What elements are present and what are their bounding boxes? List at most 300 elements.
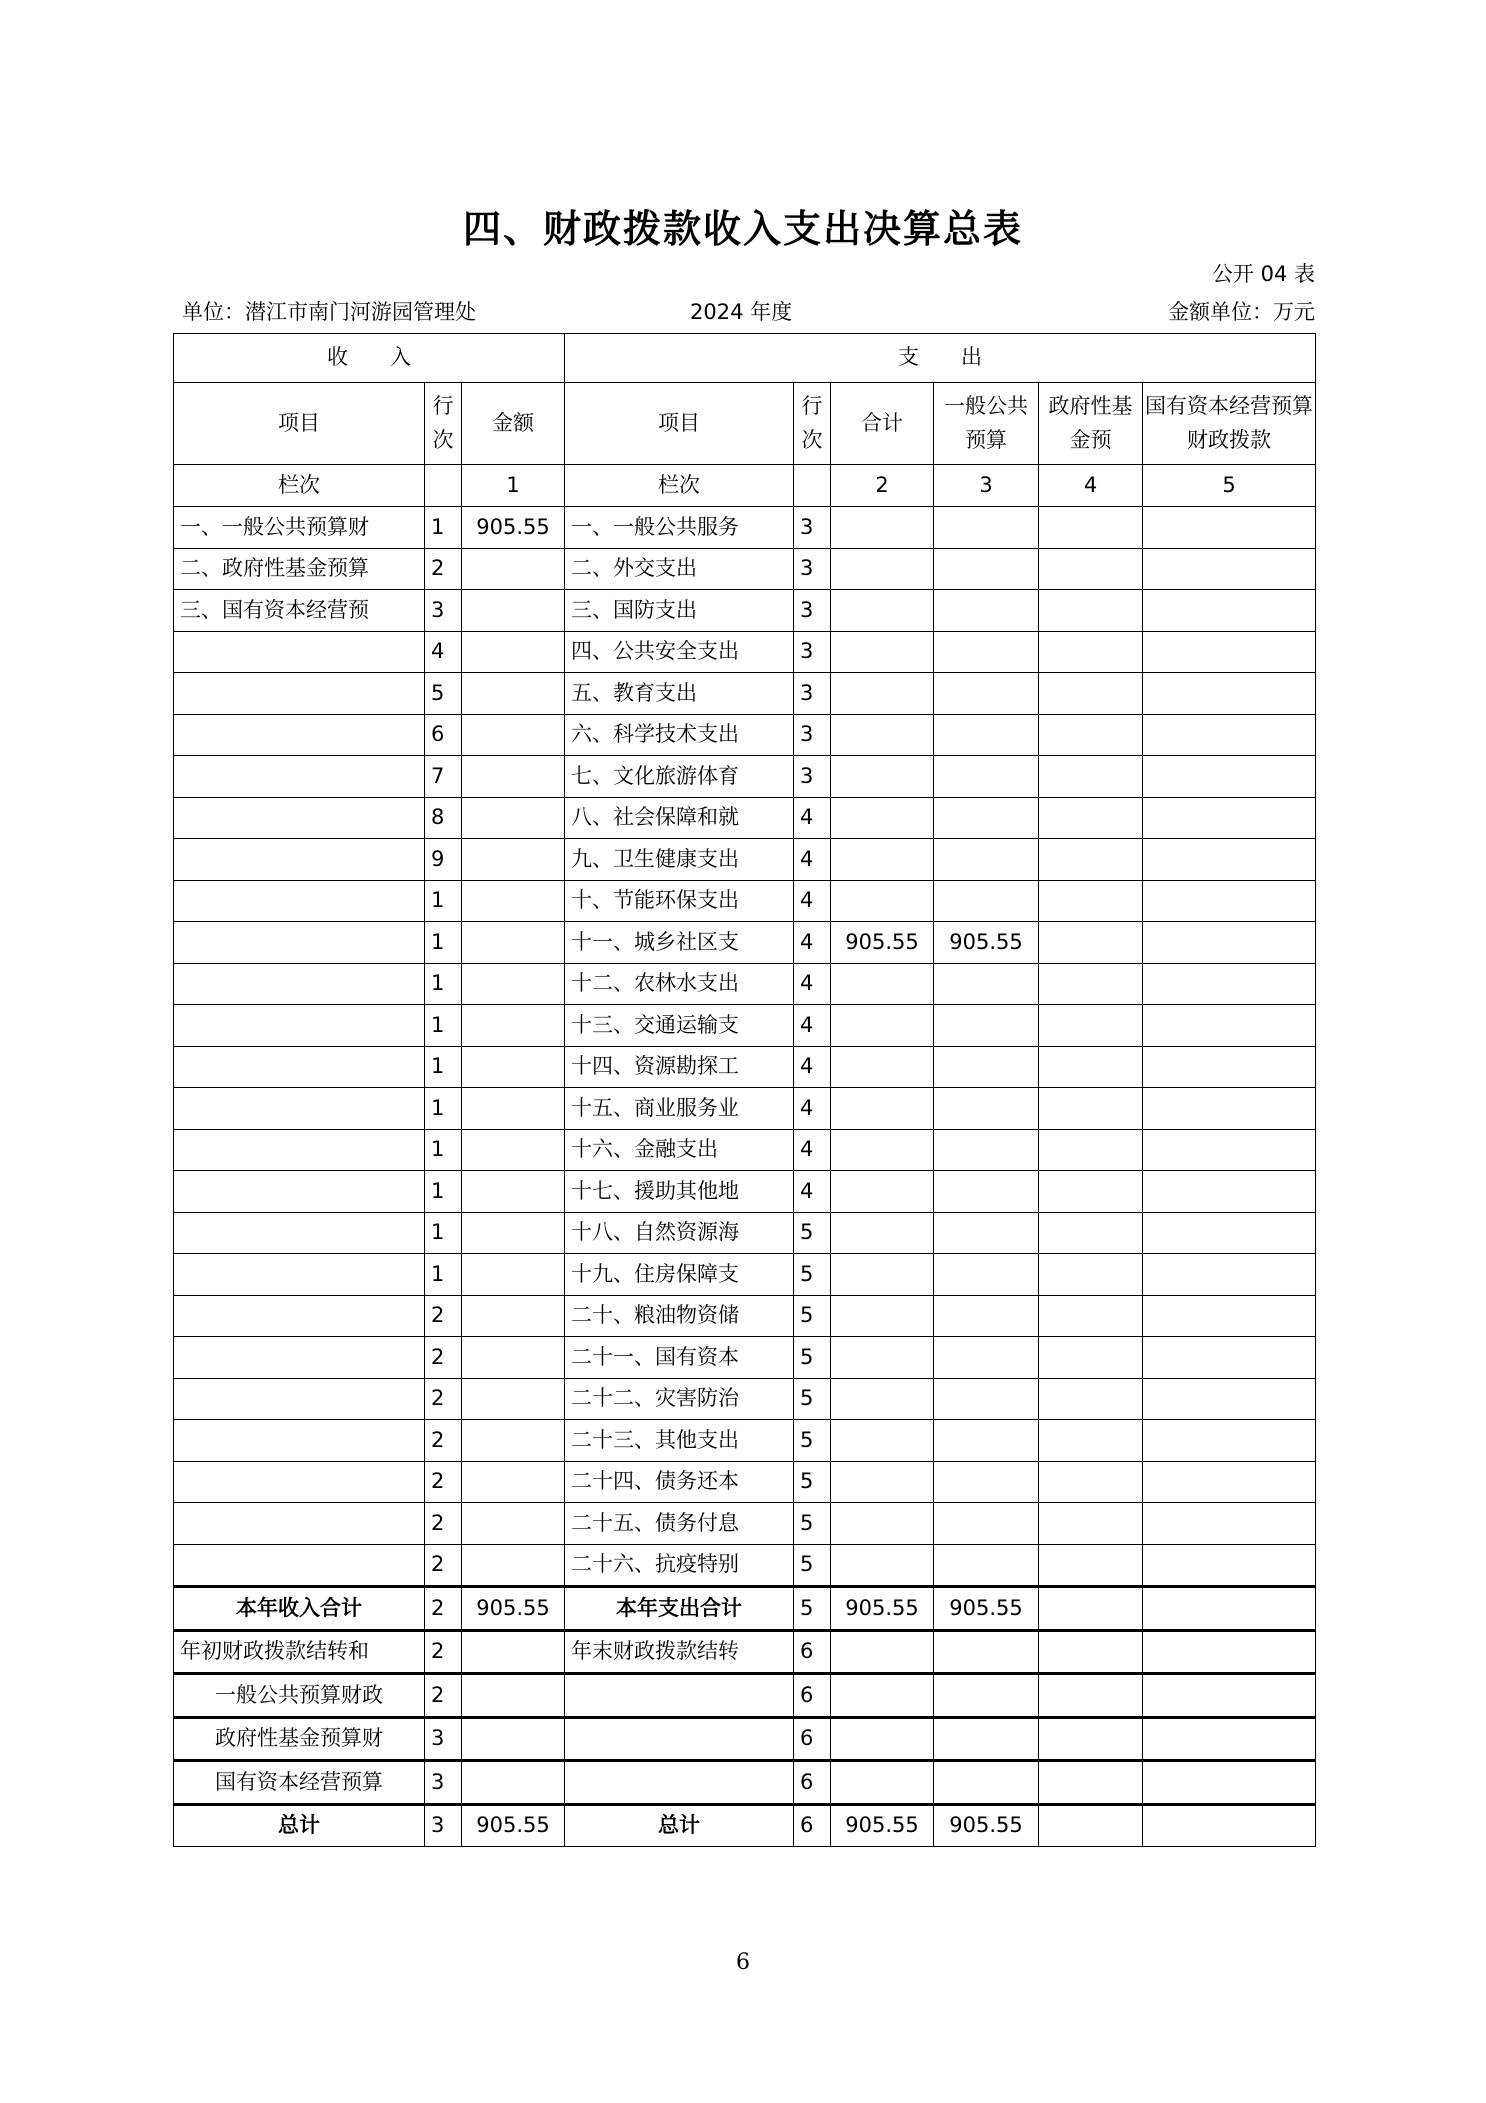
state-capital-amount	[1143, 1046, 1316, 1088]
general-budget-amount: 905.55	[934, 922, 1039, 964]
income-row-no: 7	[425, 756, 462, 798]
expense-row-no: 5	[794, 1295, 831, 1337]
gov-fund-amount	[1039, 631, 1143, 673]
expense-item: 十六、金融支出	[565, 1129, 794, 1171]
expense-item: 九、卫生健康支出	[565, 839, 794, 881]
income-amount	[462, 1088, 565, 1130]
general-budget-amount	[934, 1503, 1039, 1545]
income-item: 一般公共预算财政	[174, 1674, 425, 1718]
col-number: 5	[1143, 465, 1316, 507]
income-item	[174, 1254, 425, 1296]
expense-item: 五、教育支出	[565, 673, 794, 715]
income-amount	[462, 1295, 565, 1337]
state-capital-amount	[1143, 797, 1316, 839]
gov-fund-amount	[1039, 1295, 1143, 1337]
income-item	[174, 714, 425, 756]
total-amount: 905.55	[831, 1587, 934, 1631]
income-item	[174, 1461, 425, 1503]
header-row-columns	[174, 383, 1316, 465]
expense-header: 支 出	[565, 334, 1316, 383]
income-item: 二、政府性基金预算	[174, 548, 425, 590]
income-row-no: 2	[425, 1630, 462, 1674]
income-item	[174, 1295, 425, 1337]
income-item	[174, 922, 425, 964]
gov-fund-amount	[1039, 756, 1143, 798]
income-row-no: 1	[425, 507, 462, 549]
table-row	[174, 1461, 1316, 1503]
income-row-no: 9	[425, 839, 462, 881]
income-amount	[462, 963, 565, 1005]
income-amount	[462, 1503, 565, 1545]
expense-item: 二十、粮油物资储	[565, 1295, 794, 1337]
income-item	[174, 1171, 425, 1213]
state-capital-amount	[1143, 631, 1316, 673]
total-amount	[831, 1761, 934, 1805]
gov-fund-amount	[1039, 1761, 1143, 1805]
state-capital-amount	[1143, 1088, 1316, 1130]
income-item	[174, 880, 425, 922]
income-item	[174, 1088, 425, 1130]
general-budget-amount	[934, 1674, 1039, 1718]
col-label: 栏次	[174, 465, 425, 507]
income-row-no: 2	[425, 1674, 462, 1718]
income-item	[174, 1212, 425, 1254]
income-item: 本年收入合计	[174, 1587, 425, 1631]
table-row	[174, 1046, 1316, 1088]
state-capital-amount	[1143, 673, 1316, 715]
total-amount: 905.55	[831, 922, 934, 964]
income-amount	[462, 1171, 565, 1213]
expense-item: 六、科学技术支出	[565, 714, 794, 756]
income-amount	[462, 1420, 565, 1462]
expense-row-no: 4	[794, 797, 831, 839]
total-amount	[831, 1295, 934, 1337]
income-row-no: 1	[425, 963, 462, 1005]
general-budget-amount: 905.55	[934, 1804, 1039, 1847]
gov-fund-amount	[1039, 1804, 1143, 1847]
income-amount	[462, 839, 565, 881]
page-number: 6	[736, 1950, 750, 1975]
state-capital-amount	[1143, 880, 1316, 922]
gov-fund-amount	[1039, 507, 1143, 549]
header-row-sections	[174, 334, 1316, 383]
expense-row-no: 4	[794, 1129, 831, 1171]
income-item	[174, 1129, 425, 1171]
general-budget-amount	[934, 714, 1039, 756]
state-capital-amount	[1143, 1503, 1316, 1545]
income-row-no: 1	[425, 1254, 462, 1296]
total-amount	[831, 673, 934, 715]
income-item-header: 项目	[174, 383, 425, 465]
expense-row-no: 4	[794, 839, 831, 881]
table-row	[174, 1587, 1316, 1631]
table-row	[174, 1254, 1316, 1296]
total-amount	[831, 631, 934, 673]
empty-cell	[425, 465, 462, 507]
total-amount	[831, 548, 934, 590]
general-budget-amount	[934, 1129, 1039, 1171]
state-capital-amount	[1143, 922, 1316, 964]
total-amount	[831, 1674, 934, 1718]
expense-row-no: 4	[794, 963, 831, 1005]
income-amount: 905.55	[462, 507, 565, 549]
state-capital-amount	[1143, 1212, 1316, 1254]
total-amount	[831, 1254, 934, 1296]
expense-row-no: 5	[794, 1503, 831, 1545]
page-title: 四、财政拨款收入支出决算总表	[462, 207, 1023, 251]
income-amount	[462, 548, 565, 590]
expense-row-no: 6	[794, 1630, 831, 1674]
state-capital-amount	[1143, 1129, 1316, 1171]
state-capital-amount	[1143, 1337, 1316, 1379]
gov-fund-amount	[1039, 1254, 1143, 1296]
gov-fund-amount	[1039, 839, 1143, 881]
total-amount	[831, 880, 934, 922]
state-capital-amount	[1143, 1005, 1316, 1047]
general-budget-amount	[934, 1212, 1039, 1254]
general-budget-header: 一般公共预算	[934, 383, 1039, 465]
income-item: 总计	[174, 1804, 425, 1847]
total-amount	[831, 1630, 934, 1674]
income-item	[174, 963, 425, 1005]
income-amount-header: 金额	[462, 383, 565, 465]
col-number: 4	[1039, 465, 1143, 507]
expense-row-no: 4	[794, 880, 831, 922]
table-row	[174, 1171, 1316, 1213]
expense-row-no: 6	[794, 1674, 831, 1718]
table-row	[174, 507, 1316, 549]
table-row	[174, 1337, 1316, 1379]
state-capital-amount	[1143, 1544, 1316, 1587]
table-row	[174, 548, 1316, 590]
income-amount	[462, 797, 565, 839]
income-row-no: 2	[425, 1378, 462, 1420]
general-budget-amount	[934, 1088, 1039, 1130]
budget-table	[173, 333, 1316, 1847]
income-item	[174, 1544, 425, 1587]
state-capital-amount	[1143, 1171, 1316, 1213]
income-amount	[462, 756, 565, 798]
expense-item: 二十一、国有资本	[565, 1337, 794, 1379]
gov-fund-amount	[1039, 880, 1143, 922]
total-amount	[831, 1337, 934, 1379]
expense-row-no: 5	[794, 1461, 831, 1503]
state-capital-amount	[1143, 963, 1316, 1005]
unit-name: 单位：潜江市南门河游园管理处	[182, 300, 476, 324]
total-amount	[831, 1046, 934, 1088]
general-budget-amount	[934, 1046, 1039, 1088]
table-row	[174, 1088, 1316, 1130]
expense-item: 十三、交通运输支	[565, 1005, 794, 1047]
total-amount	[831, 1088, 934, 1130]
expense-row-no: 4	[794, 1046, 831, 1088]
income-amount	[462, 1461, 565, 1503]
income-row-no: 1	[425, 1212, 462, 1254]
income-row-no-header: 行次	[425, 383, 462, 465]
income-amount	[462, 880, 565, 922]
income-item: 政府性基金预算财	[174, 1717, 425, 1761]
state-capital-header: 国有资本经营预算财政拨款	[1143, 383, 1316, 465]
income-item	[174, 1420, 425, 1462]
income-amount	[462, 1544, 565, 1587]
general-budget-amount	[934, 797, 1039, 839]
general-budget-amount	[934, 507, 1039, 549]
form-code: 公开 04 表	[1211, 262, 1315, 286]
income-amount	[462, 1717, 565, 1761]
income-amount	[462, 1129, 565, 1171]
general-budget-amount	[934, 1171, 1039, 1213]
gov-fund-amount	[1039, 1630, 1143, 1674]
expense-item: 二十二、灾害防治	[565, 1378, 794, 1420]
income-row-no: 2	[425, 1461, 462, 1503]
income-row-no: 1	[425, 1005, 462, 1047]
general-budget-amount	[934, 1005, 1039, 1047]
income-row-no: 2	[425, 1503, 462, 1545]
expense-row-no: 3	[794, 756, 831, 798]
expense-item	[565, 1674, 794, 1718]
table-row	[174, 1212, 1316, 1254]
income-row-no: 3	[425, 1761, 462, 1805]
income-item	[174, 839, 425, 881]
state-capital-amount	[1143, 1804, 1316, 1847]
general-budget-amount	[934, 673, 1039, 715]
total-amount	[831, 1717, 934, 1761]
total-amount	[831, 1461, 934, 1503]
expense-item-header: 项目	[565, 383, 794, 465]
table-row	[174, 714, 1316, 756]
state-capital-amount	[1143, 1630, 1316, 1674]
state-capital-amount	[1143, 714, 1316, 756]
general-budget-amount	[934, 1378, 1039, 1420]
expense-item	[565, 1761, 794, 1805]
state-capital-amount	[1143, 1254, 1316, 1296]
income-row-no: 2	[425, 548, 462, 590]
state-capital-amount	[1143, 1461, 1316, 1503]
expense-row-no: 4	[794, 1005, 831, 1047]
income-row-no: 6	[425, 714, 462, 756]
expense-item: 十四、资源勘探工	[565, 1046, 794, 1088]
table-row	[174, 1129, 1316, 1171]
expense-row-no: 6	[794, 1804, 831, 1847]
general-budget-amount: 905.55	[934, 1587, 1039, 1631]
column-number-row	[174, 465, 1316, 507]
income-amount: 905.55	[462, 1587, 565, 1631]
income-item: 年初财政拨款结转和	[174, 1630, 425, 1674]
table-row	[174, 880, 1316, 922]
income-item	[174, 797, 425, 839]
gov-fund-amount	[1039, 1005, 1143, 1047]
general-budget-amount	[934, 1420, 1039, 1462]
total-amount	[831, 963, 934, 1005]
col-number: 2	[831, 465, 934, 507]
income-amount: 905.55	[462, 1804, 565, 1847]
state-capital-amount	[1143, 1674, 1316, 1718]
table-row	[174, 590, 1316, 632]
expense-item: 十九、住房保障支	[565, 1254, 794, 1296]
expense-item: 二十五、债务付息	[565, 1503, 794, 1545]
table-row	[174, 756, 1316, 798]
income-item: 国有资本经营预算	[174, 1761, 425, 1805]
income-amount	[462, 1254, 565, 1296]
table-row	[174, 1005, 1316, 1047]
general-budget-amount	[934, 1461, 1039, 1503]
income-amount	[462, 1630, 565, 1674]
income-row-no: 3	[425, 590, 462, 632]
general-budget-amount	[934, 1337, 1039, 1379]
expense-item: 十八、自然资源海	[565, 1212, 794, 1254]
state-capital-amount	[1143, 1420, 1316, 1462]
income-item	[174, 1046, 425, 1088]
gov-fund-amount	[1039, 673, 1143, 715]
state-capital-amount	[1143, 1295, 1316, 1337]
expense-row-no: 3	[794, 507, 831, 549]
income-item	[174, 756, 425, 798]
expense-row-no: 5	[794, 1544, 831, 1587]
total-amount	[831, 797, 934, 839]
total-amount	[831, 507, 934, 549]
general-budget-amount	[934, 1761, 1039, 1805]
income-amount	[462, 590, 565, 632]
total-amount	[831, 1171, 934, 1213]
gov-fund-amount	[1039, 1461, 1143, 1503]
gov-fund-amount	[1039, 1717, 1143, 1761]
income-row-no: 1	[425, 880, 462, 922]
total-amount	[831, 756, 934, 798]
table-row	[174, 839, 1316, 881]
col-number: 1	[462, 465, 565, 507]
expense-row-no: 4	[794, 922, 831, 964]
state-capital-amount	[1143, 548, 1316, 590]
expense-item: 十五、商业服务业	[565, 1088, 794, 1130]
table-row	[174, 922, 1316, 964]
general-budget-amount	[934, 880, 1039, 922]
table-row	[174, 1544, 1316, 1587]
income-row-no: 1	[425, 922, 462, 964]
table-row	[174, 797, 1316, 839]
gov-fund-amount	[1039, 1674, 1143, 1718]
expense-row-no: 6	[794, 1761, 831, 1805]
general-budget-amount	[934, 548, 1039, 590]
total-header: 合计	[831, 383, 934, 465]
expense-row-no: 5	[794, 1337, 831, 1379]
state-capital-amount	[1143, 1761, 1316, 1805]
income-row-no: 4	[425, 631, 462, 673]
gov-fund-amount	[1039, 548, 1143, 590]
state-capital-amount	[1143, 507, 1316, 549]
expense-item: 二十四、债务还本	[565, 1461, 794, 1503]
gov-fund-amount	[1039, 1171, 1143, 1213]
expense-item: 十、节能环保支出	[565, 880, 794, 922]
expense-row-no: 5	[794, 1378, 831, 1420]
expense-item	[565, 1717, 794, 1761]
gov-fund-amount	[1039, 1046, 1143, 1088]
table-row	[174, 631, 1316, 673]
expense-row-no-header: 行次	[794, 383, 831, 465]
expense-item: 年末财政拨款结转	[565, 1630, 794, 1674]
fiscal-year: 2024 年度	[690, 300, 793, 324]
expense-item: 七、文化旅游体育	[565, 756, 794, 798]
expense-item: 十二、农林水支出	[565, 963, 794, 1005]
expense-item: 二、外交支出	[565, 548, 794, 590]
income-item: 一、一般公共预算财	[174, 507, 425, 549]
table-row	[174, 1378, 1316, 1420]
income-item	[174, 1378, 425, 1420]
income-row-no: 3	[425, 1717, 462, 1761]
income-amount	[462, 631, 565, 673]
income-item	[174, 631, 425, 673]
expense-row-no: 5	[794, 1587, 831, 1631]
income-amount	[462, 714, 565, 756]
expense-item: 三、国防支出	[565, 590, 794, 632]
table-row	[174, 1717, 1316, 1761]
expense-row-no: 6	[794, 1717, 831, 1761]
income-amount	[462, 1337, 565, 1379]
general-budget-amount	[934, 1717, 1039, 1761]
income-row-no: 3	[425, 1804, 462, 1847]
income-row-no: 5	[425, 673, 462, 715]
table-row	[174, 1420, 1316, 1462]
income-amount	[462, 673, 565, 715]
gov-fund-amount	[1039, 1129, 1143, 1171]
state-capital-amount	[1143, 1378, 1316, 1420]
income-amount	[462, 1005, 565, 1047]
income-row-no: 1	[425, 1088, 462, 1130]
table-row	[174, 1804, 1316, 1847]
expense-item: 总计	[565, 1804, 794, 1847]
income-row-no: 2	[425, 1337, 462, 1379]
table-row	[174, 1761, 1316, 1805]
general-budget-amount	[934, 590, 1039, 632]
total-amount	[831, 1005, 934, 1047]
income-row-no: 2	[425, 1587, 462, 1631]
income-row-no: 2	[425, 1420, 462, 1462]
income-header: 收 入	[174, 334, 565, 383]
expense-row-no: 3	[794, 631, 831, 673]
gov-fund-amount	[1039, 1088, 1143, 1130]
gov-fund-amount	[1039, 1337, 1143, 1379]
table-row	[174, 1674, 1316, 1718]
gov-fund-amount	[1039, 714, 1143, 756]
state-capital-amount	[1143, 1717, 1316, 1761]
total-amount	[831, 1503, 934, 1545]
state-capital-amount	[1143, 590, 1316, 632]
gov-fund-amount	[1039, 922, 1143, 964]
table-row	[174, 673, 1316, 715]
expense-row-no: 3	[794, 714, 831, 756]
total-amount	[831, 839, 934, 881]
general-budget-amount	[934, 1544, 1039, 1587]
expense-item: 八、社会保障和就	[565, 797, 794, 839]
expense-row-no: 5	[794, 1254, 831, 1296]
income-amount	[462, 1046, 565, 1088]
total-amount	[831, 1544, 934, 1587]
general-budget-amount	[934, 1254, 1039, 1296]
income-amount	[462, 922, 565, 964]
expense-item: 十七、援助其他地	[565, 1171, 794, 1213]
col-label: 栏次	[565, 465, 794, 507]
income-row-no: 2	[425, 1295, 462, 1337]
expense-row-no: 5	[794, 1420, 831, 1462]
general-budget-amount	[934, 1295, 1039, 1337]
col-number: 3	[934, 465, 1039, 507]
table-row	[174, 1630, 1316, 1674]
table-row	[174, 963, 1316, 1005]
table-row	[174, 1503, 1316, 1545]
general-budget-amount	[934, 963, 1039, 1005]
income-row-no: 1	[425, 1171, 462, 1213]
total-amount	[831, 1420, 934, 1462]
expense-row-no: 4	[794, 1088, 831, 1130]
